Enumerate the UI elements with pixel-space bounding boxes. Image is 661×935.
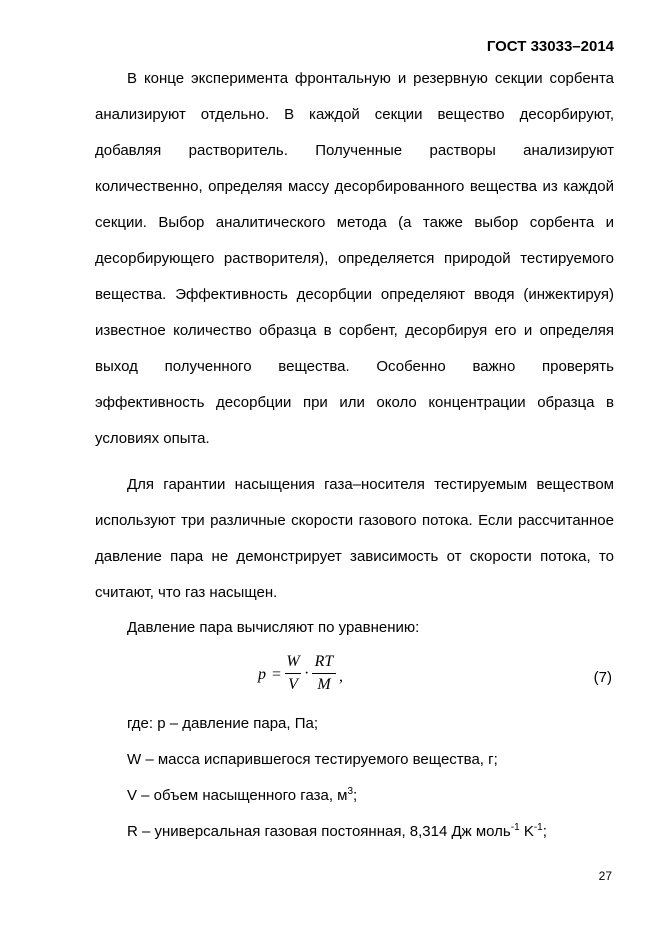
fraction-denominator: M	[317, 676, 331, 693]
fraction-bar	[312, 673, 336, 674]
paragraph-saturation	[95, 467, 614, 611]
formula-comma: ,	[339, 668, 343, 685]
fraction-w-over-v	[285, 652, 301, 695]
fraction-bar	[285, 673, 301, 674]
page-number: 27	[598, 869, 612, 883]
fraction-rt-over-m	[312, 652, 336, 695]
definition-r-kelvin: K	[519, 823, 534, 840]
definition-r-text: R – универсальная газовая постоянная, 8,314 Дж моль	[127, 823, 511, 840]
fraction-numerator: W	[286, 653, 300, 670]
variable-definitions	[127, 706, 547, 850]
definition-v	[127, 778, 547, 814]
definition-v-text: V – объем насыщенного газа, м	[127, 787, 348, 804]
formula-dot: ·	[304, 665, 310, 682]
definition-r-exponent-mol: -1	[510, 822, 520, 833]
vapor-pressure-formula	[258, 652, 398, 700]
definition-r-end: ;	[542, 823, 547, 840]
fraction-denominator: V	[288, 676, 298, 693]
definition-r	[127, 814, 547, 850]
paragraph-text: В конце эксперимента фронтальную и резервную секции сорбента анализируют отдельно. В каждой секции вещество десорбируют, добавляя растворитель. Полученные растворы анализируют количественно, определяя массу десорбированного вещества из каждой секции. Выбор аналитического метода (а также выбор сорбента и десорбирующего растворителя), определяется природой тестируемого вещества. Эффективность десорбции определяют вводя (инжектируя) известное количество образца в сорбент, десорбируя его и определяя выход полученного вещества. Особенно важно проверять эффективность десорбции при или около концентрации образца в условиях опыта.	[95, 70, 614, 447]
paragraph-text: Для гарантии насыщения газа–носителя тестируемым веществом используют три различные скорости газового потока. Если рассчитанное давление пара не демонстрирует зависимость от скорости потока, то считают, что газ насыщен.	[95, 476, 614, 601]
paragraph-equation-intro	[95, 610, 614, 646]
formula-lhs: p	[258, 666, 266, 683]
definition-r-exponent-k: -1	[533, 822, 543, 833]
paragraph-text: Давление пара вычисляют по уравнению:	[127, 619, 420, 636]
formula-equals: =	[272, 666, 282, 683]
definition-v-end: ;	[353, 787, 358, 804]
equation-number: (7)	[593, 669, 612, 686]
definition-v-exponent: 3	[347, 786, 354, 797]
document-code: ГОСТ 33033–2014	[486, 38, 614, 55]
fraction-numerator: RT	[314, 653, 334, 670]
definition-p: где: p – давление пара, Па;	[127, 715, 319, 732]
paragraph-desorption	[95, 61, 614, 457]
definition-w: W – масса испарившегося тестируемого вещества, г;	[127, 751, 498, 768]
